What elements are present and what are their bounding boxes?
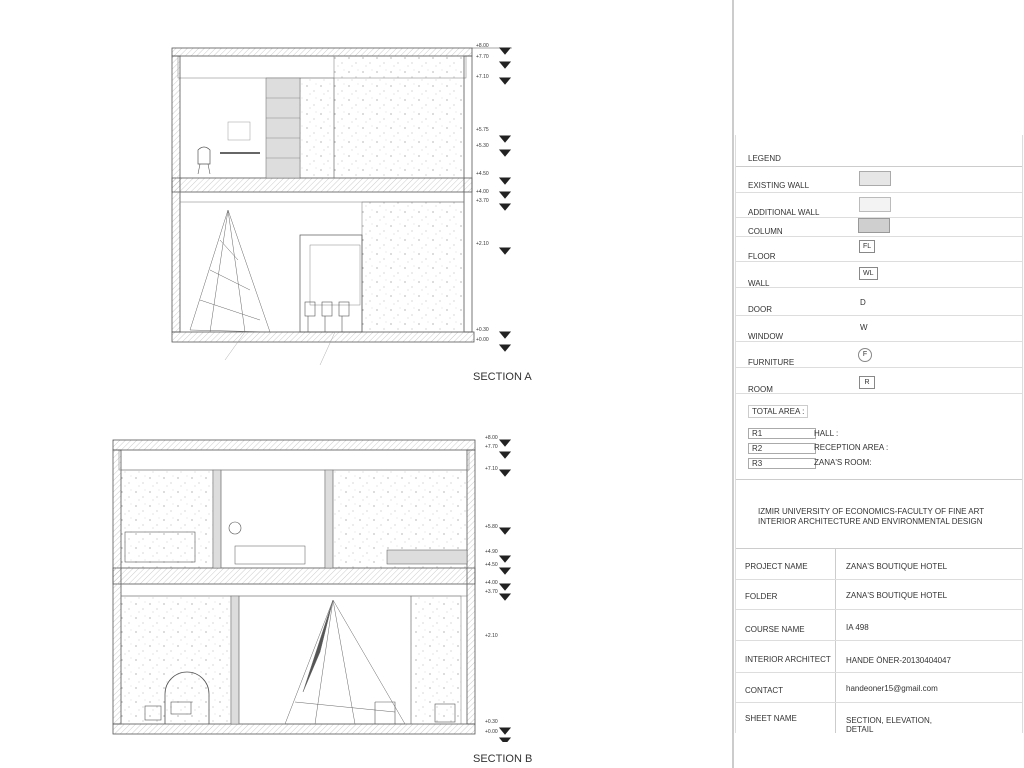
institution-line-2: INTERIOR ARCHITECTURE AND ENVIRONMENTAL DESIGN xyxy=(758,517,983,526)
legend-label-additional-wall: ADDITIONAL WALL xyxy=(748,208,820,217)
level-label: +4.00 xyxy=(476,189,489,195)
level-label: +5.75 xyxy=(476,127,489,133)
level-label: +5.80 xyxy=(485,524,498,530)
legend-label-window: WINDOW xyxy=(748,332,784,341)
level-label: +8.00 xyxy=(485,435,498,441)
room-name: ZANA'S ROOM: xyxy=(814,458,872,467)
level-label: +4.90 xyxy=(485,549,498,555)
legend-label-furniture: FURNITURE xyxy=(748,358,795,367)
window-symbol: W xyxy=(860,323,868,332)
level-label: +8.00 xyxy=(476,43,489,49)
section-b-level-marks xyxy=(500,440,510,742)
left-wall xyxy=(172,56,180,332)
tb-label: SHEET NAME xyxy=(745,714,797,723)
right-wall xyxy=(464,56,472,332)
tb-value: HANDE ÖNER-20130404047 xyxy=(846,656,951,665)
column-swatch xyxy=(858,218,890,233)
tb-value: handeoner15@gmail.com xyxy=(846,684,938,693)
legend-label-door: DOOR xyxy=(748,305,772,314)
tb-value: ZANA'S BOUTIQUE HOTEL xyxy=(846,591,948,600)
panel-border xyxy=(732,0,734,768)
level-label: +3.70 xyxy=(485,589,498,595)
existing-wall-swatch xyxy=(859,171,891,186)
mid-slab xyxy=(172,178,472,192)
level-label: +0.00 xyxy=(476,337,489,343)
room-code: R1 xyxy=(748,428,816,439)
level-label: +4.50 xyxy=(485,562,498,568)
level-label: +7.10 xyxy=(476,74,489,80)
roof-slab xyxy=(172,48,472,56)
tb-label: INTERIOR ARCHITECT xyxy=(745,655,831,664)
faceted-sculpture-b xyxy=(285,600,405,724)
faceted-sculpture xyxy=(190,210,270,332)
level-label: +4.50 xyxy=(476,171,489,177)
level-label: +5.30 xyxy=(476,143,489,149)
legend-label-floor: FLOOR xyxy=(748,252,776,261)
section-a-drawing xyxy=(150,40,530,380)
additional-wall-swatch xyxy=(859,197,891,212)
room-symbol: R xyxy=(859,376,875,389)
legend-label-wall: WALL xyxy=(748,279,770,288)
room-name: HALL : xyxy=(814,429,839,438)
tb-label: PROJECT NAME xyxy=(745,562,808,571)
level-label: +0.30 xyxy=(476,327,489,333)
wall-symbol: WL xyxy=(859,267,878,280)
tb-value: ZANA'S BOUTIQUE HOTEL xyxy=(846,562,948,571)
tb-label: FOLDER xyxy=(745,592,778,601)
room-code: R3 xyxy=(748,458,816,469)
tb-value: SECTION, ELEVATION, DETAIL xyxy=(846,716,932,734)
legend-label-column: COLUMN xyxy=(748,227,783,236)
level-label: +0.30 xyxy=(485,719,498,725)
tb-label: COURSE NAME xyxy=(745,625,805,634)
level-label: +7.10 xyxy=(485,466,498,472)
tb-label: CONTACT xyxy=(745,686,784,695)
level-label: +2.10 xyxy=(485,633,498,639)
legend-title: LEGEND xyxy=(748,154,781,163)
level-label: +2.10 xyxy=(476,241,489,247)
legend-panel xyxy=(735,135,1023,733)
ground-slab xyxy=(172,332,474,342)
room-name: RECEPTION AREA : xyxy=(814,443,889,452)
section-b-drawing xyxy=(105,432,525,742)
level-label: +3.70 xyxy=(476,198,489,204)
institution-line-1: IZMIR UNIVERSITY OF ECONOMICS-FACULTY OF FINE ART xyxy=(758,507,985,516)
section-a-title: SECTION A xyxy=(473,371,532,383)
furniture-symbol: F xyxy=(858,348,872,362)
level-label: +7.70 xyxy=(485,444,498,450)
legend-label-existing-wall: EXISTING WALL xyxy=(748,181,810,190)
total-area-label: TOTAL AREA : xyxy=(748,405,808,418)
level-label: +0.00 xyxy=(485,729,498,735)
level-label: +4.00 xyxy=(485,580,498,586)
door-symbol: D xyxy=(860,298,866,307)
legend-label-room: ROOM xyxy=(748,385,773,394)
section-b-title: SECTION B xyxy=(473,753,533,765)
room-code: R2 xyxy=(748,443,816,454)
floor-symbol: FL xyxy=(859,240,875,253)
tb-value: IA 498 xyxy=(846,623,869,632)
level-label: +7.70 xyxy=(476,54,489,60)
